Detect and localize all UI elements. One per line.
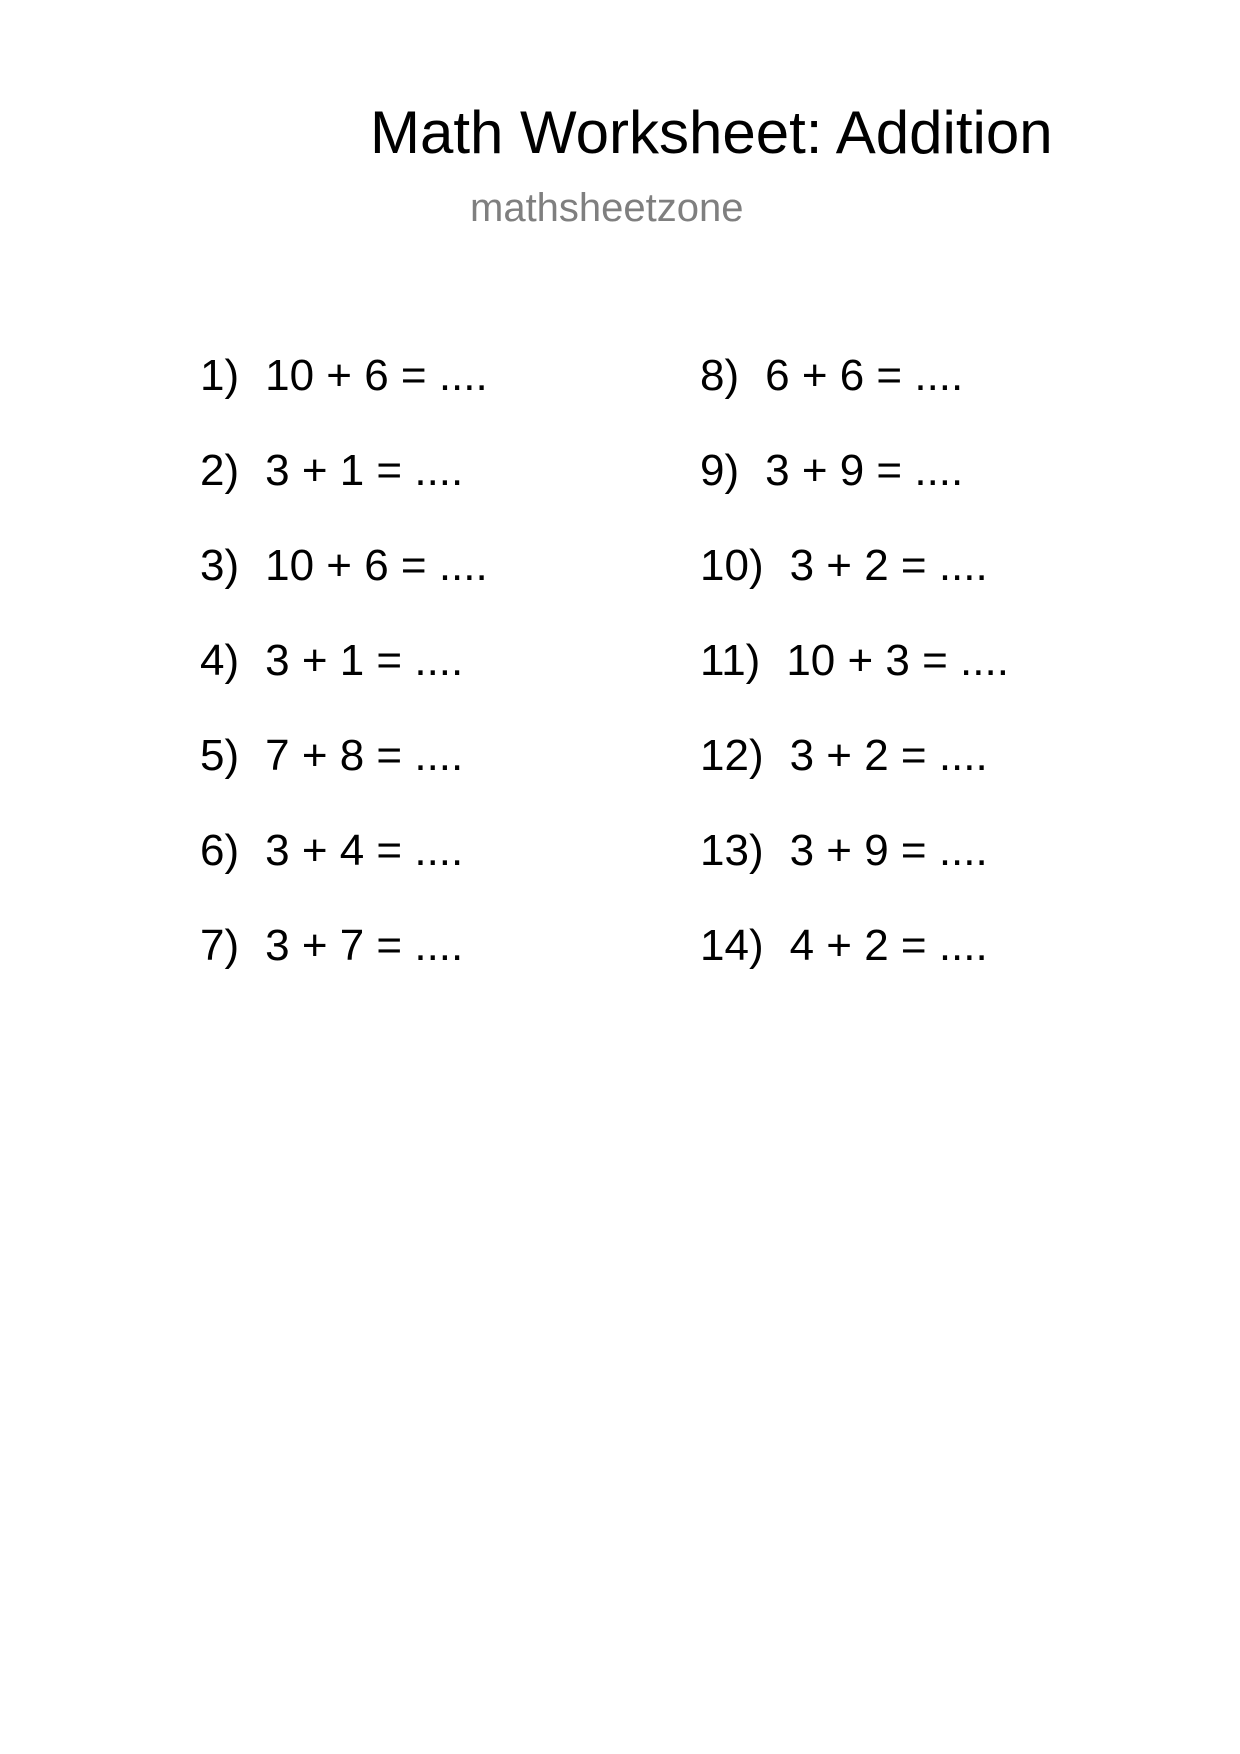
problem-number: 9) — [700, 446, 740, 495]
problem-item — [700, 823, 1160, 918]
problem-number: 11) — [700, 636, 761, 685]
problem-number: 14) — [700, 921, 764, 970]
problem-expression: 3 + 1 = .... — [265, 446, 464, 495]
problem-number: 12) — [700, 731, 764, 780]
problem-expression: 3 + 9 = .... — [789, 826, 988, 875]
problem-item — [200, 918, 660, 1013]
problem-expression: 3 + 2 = .... — [789, 541, 988, 590]
problem-item — [700, 918, 1160, 1013]
problem-expression: 3 + 4 = .... — [265, 826, 464, 875]
problem-expression: 3 + 2 = .... — [789, 731, 988, 780]
problem-number: 2) — [200, 446, 240, 495]
problem-item — [200, 728, 660, 823]
page-subtitle: mathsheetzone — [470, 186, 744, 230]
page-title: Math Worksheet: Addition — [370, 99, 1053, 166]
problem-number: 10) — [700, 541, 764, 590]
problem-expression: 10 + 6 = .... — [265, 541, 488, 590]
problem-item — [700, 348, 1160, 443]
problem-number: 4) — [200, 636, 240, 685]
problem-expression: 10 + 6 = .... — [265, 351, 488, 400]
problem-number: 6) — [200, 826, 240, 875]
problem-number: 1) — [200, 351, 240, 400]
problem-item — [200, 633, 660, 728]
problem-item — [700, 538, 1160, 633]
problem-expression: 10 + 3 = .... — [786, 636, 1009, 685]
problem-number: 7) — [200, 921, 240, 970]
problem-number: 5) — [200, 731, 240, 780]
problem-item — [700, 728, 1160, 823]
problem-number: 13) — [700, 826, 764, 875]
problem-expression: 6 + 6 = .... — [765, 351, 964, 400]
problem-number: 8) — [700, 351, 740, 400]
problem-expression: 3 + 7 = .... — [265, 921, 464, 970]
problem-expression: 7 + 8 = .... — [265, 731, 464, 780]
problem-item — [700, 443, 1160, 538]
problem-item — [200, 823, 660, 918]
problem-item — [700, 633, 1160, 728]
problem-number: 3) — [200, 541, 240, 590]
problem-column-left — [200, 348, 660, 1013]
problem-expression: 4 + 2 = .... — [789, 921, 988, 970]
problem-item — [200, 443, 660, 538]
problem-item — [200, 348, 660, 443]
problem-expression: 3 + 9 = .... — [765, 446, 964, 495]
problem-item — [200, 538, 660, 633]
problem-column-right — [700, 348, 1160, 1013]
problem-expression: 3 + 1 = .... — [265, 636, 464, 685]
